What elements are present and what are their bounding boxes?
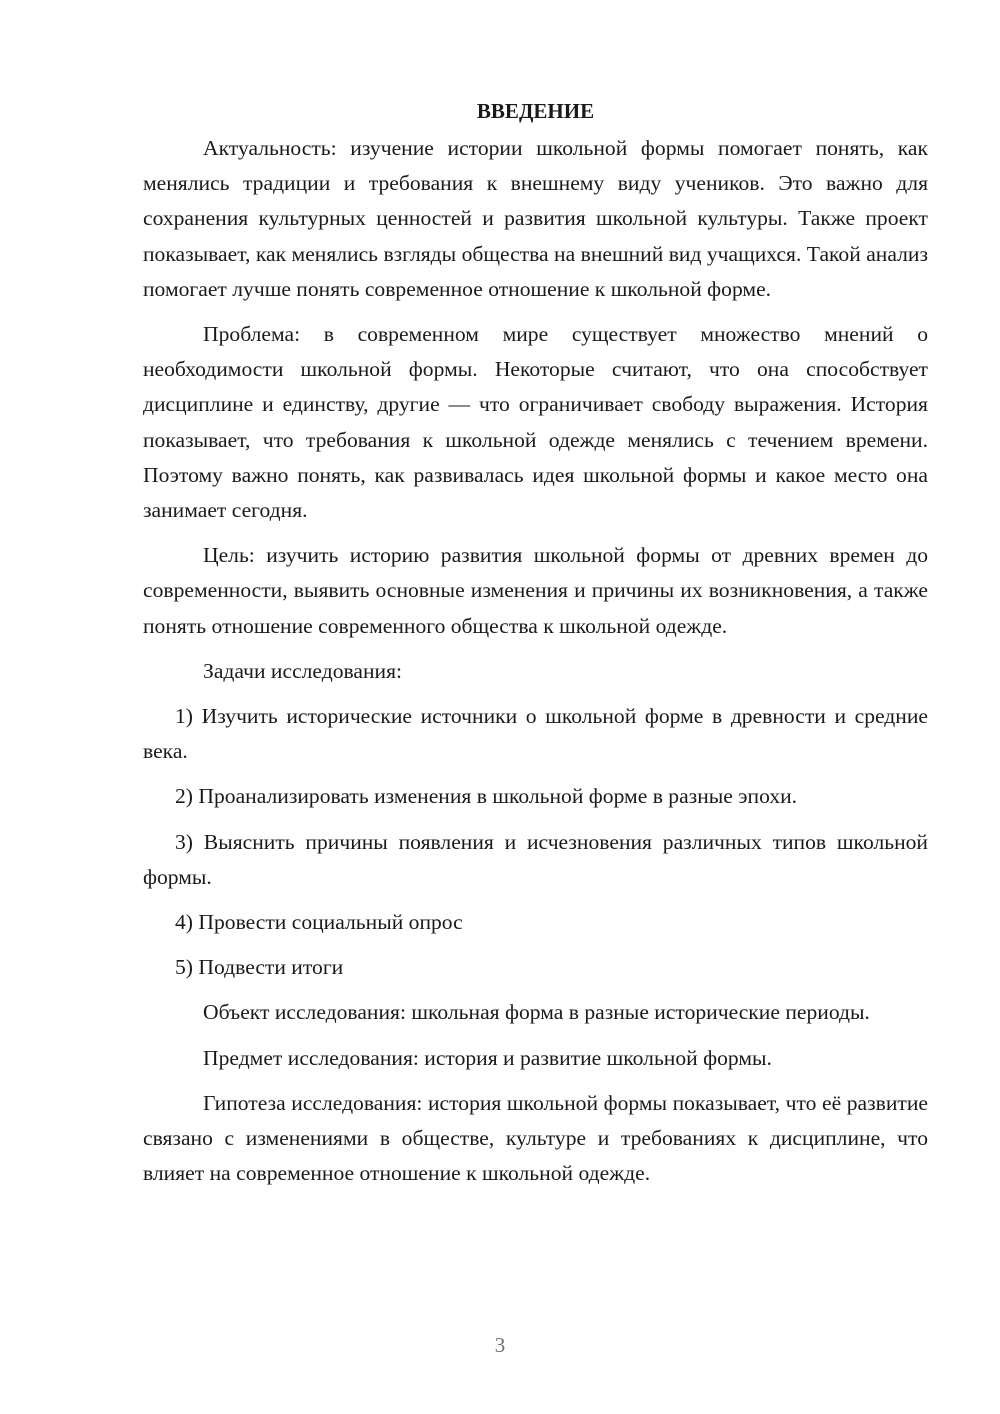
list-item: 3) Выяснить причины появления и исчезновения различных типов школьной формы. <box>143 829 928 889</box>
page-content <box>143 96 928 1195</box>
list-item: 1) Изучить исторические источники о школьной форме в древности и средние века. <box>143 704 928 764</box>
list-item: 5) Подвести итоги <box>175 955 344 980</box>
problem-paragraph: Проблема: в современном мире существует множество мнений о необходимости школьной формы. Некоторые считают, что она способствует дисциплине и единству, другие — что ограничивает свободу выражения. История показывает, что требования к школьной одежде менялись с течением времени. Поэтому важно понять, как развивалась идея школьной формы и какое место она занимает сегодня. <box>143 322 928 523</box>
subject-paragraph: Предмет исследования: история и развитие школьной формы. <box>203 1045 772 1070</box>
relevance-paragraph: Актуальность: изучение истории школьной формы помогает понять, как менялись традиции и требования к внешнему виду учеников. Это важно для сохранения культурных ценностей и развития школьной культуры. Также проект показывает, как менялись взгляды общества на внешний вид учащихся. Такой анализ помогает лучше понять современное отношение к школьной форме. <box>143 136 928 301</box>
object-paragraph: Объект исследования: школьная форма в разные исторические периоды. <box>203 1000 870 1025</box>
list-item: 4) Провести социальный опрос <box>175 910 463 935</box>
goal-paragraph: Цель: изучить историю развития школьной формы от древних времен до современности, выявить основные изменения и причины их возникновения, а также понять отношение современного общества к школьной одежде. <box>143 543 928 638</box>
list-item: 2) Проанализировать изменения в школьной форме в разные эпохи. <box>175 784 798 809</box>
hypothesis-paragraph: Гипотеза исследования: история школьной формы показывает, что её развитие связано с изменениями в обществе, культуре и требованиях к дисциплине, что влияет на современное отношение к школьной одежде. <box>143 1090 928 1186</box>
tasks-list <box>143 699 928 985</box>
tasks-heading: Задачи исследования: <box>203 658 403 683</box>
page-number: 3 <box>494 1333 506 1357</box>
section-heading: ВВЕДЕНИЕ <box>476 99 595 123</box>
